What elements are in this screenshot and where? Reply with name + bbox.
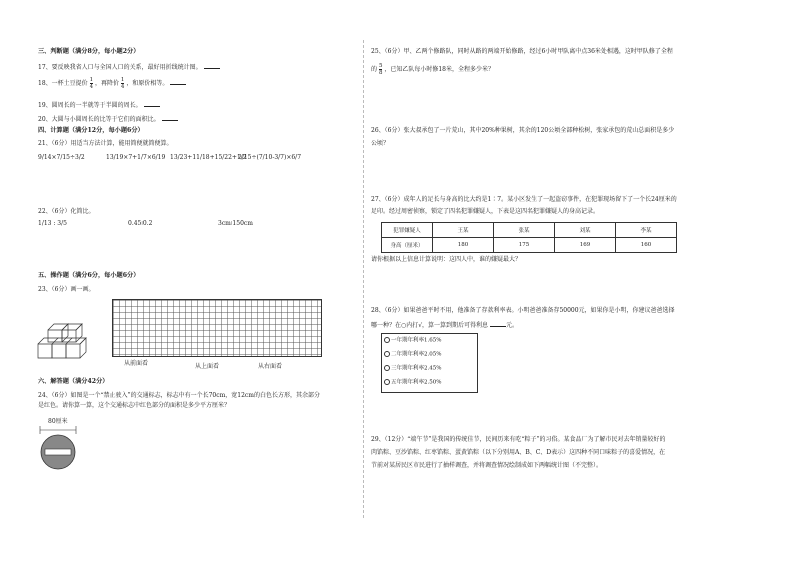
question-24-line2: 是红色。请你算一算，这个交通标志中红色部分的面积是多少平方厘米？ — [38, 402, 231, 409]
expression-3: 13/23+11/18+15/22+1/2 — [170, 154, 247, 161]
question-18: 18、一杯土豆提价 $\frac{1}{4}$ ，再降价 $\frac{1}{4}$ ，和原价相等。 — [38, 77, 186, 90]
answer-blank[interactable] — [204, 62, 220, 69]
section4-heading: 四、计算题（满分12分，每小题6分） — [38, 127, 144, 134]
view-front-label: 从前面看 — [124, 360, 149, 367]
ratio-2: 0.45∶0.2 — [128, 220, 153, 227]
question-23: 23、（6分）画一画。 — [38, 286, 95, 293]
suspect-height-table — [381, 222, 677, 253]
interest-blank[interactable] — [490, 320, 506, 327]
question-29-line3: 节前对某居民区市民进行了抽样调查，并将调查情况绘制成如下两幅统计图（不完整）。 — [371, 462, 603, 469]
column-divider — [363, 40, 364, 518]
view-right-label: 从右面看 — [258, 363, 283, 370]
option-2[interactable]: 二年期年利率2.05% — [384, 351, 441, 359]
question-28-line2: 哪一种？在○内打√，算一算到期后可得利息 元。 — [371, 322, 518, 329]
section3-heading: 三、判断题（满分8分，每小题2分） — [38, 48, 140, 55]
question-22: 22、（6分）化简比。 — [38, 208, 95, 215]
expression-2: 13/19×7+1/7×6/19 — [106, 154, 166, 161]
table-cell: 身高（厘米） — [382, 238, 433, 253]
question-25-line2: 的 $\frac{5}{8}$ ，已知乙队每小时修18米，全程多少米？ — [371, 63, 494, 76]
no-entry-sign-icon — [36, 420, 80, 470]
table-cell: 李某 — [616, 223, 677, 238]
fraction: $\frac{1}{4}$ — [120, 77, 125, 90]
drawing-grid[interactable] — [112, 299, 322, 357]
question-21: 21、（6分）用适当方法计算，能用简便就简便算。 — [38, 140, 173, 147]
view-top-label: 从上面看 — [195, 363, 220, 370]
ratio-1: 1/13 : 3/5 — [38, 220, 67, 227]
question-27-line3: 请你根据以上信息计算说明：这四人中，谁的嫌疑最大？ — [371, 256, 522, 263]
expression-1: 9/14×7/15÷3/2 — [38, 154, 85, 161]
question-19: 19、圆周长的一半就等于半圆的周长。 — [38, 100, 160, 110]
radio-circle-icon[interactable] — [384, 337, 390, 343]
table-row — [382, 223, 677, 238]
question-25-line1: 25、（6分）甲、乙两个修路队，同时从路的两端开始修路，经过6小时甲队离中点36米处相遇，这时甲队修了全程 — [371, 48, 673, 55]
question-29-line1: 29、（12分）“端午节”是我国的传统佳节，民间历来有吃“粽子”的习俗。某食品厂为了解市民对去年销量较好的 — [371, 436, 666, 443]
radio-circle-icon[interactable] — [384, 351, 390, 357]
section6-heading: 六、解答题（满分42分） — [38, 378, 109, 385]
radio-circle-icon[interactable] — [384, 365, 390, 371]
expression-4: 2/15÷(7/10-3/7)×6/7 — [238, 154, 302, 161]
table-cell: 169 — [555, 238, 616, 253]
table-cell: 刘某 — [555, 223, 616, 238]
cubes-figure — [36, 318, 102, 362]
sign-width-label: 80厘米 — [48, 418, 68, 425]
table-cell: 张某 — [494, 223, 555, 238]
question-26-line1: 26、（6分）张大叔承包了一片荒山，其中20%种果树，其余的120公顷全部种松树，张家承包的荒山总面积是多少 — [371, 127, 675, 134]
table-cell: 180 — [433, 238, 494, 253]
question-27-line1: 27、（6分）成年人的足长与身高的比大约是1∶7。某小区发生了一起盗窃事件，在犯罪现场留下了一个长24厘米的 — [371, 196, 677, 203]
table-row — [382, 238, 677, 253]
option-4[interactable]: 五年期年利率2.50% — [384, 379, 441, 387]
question-29-line2: 肉馅粽、豆沙馅粽、红枣馅粽、蛋黄馅粽（以下分别用A、B、C、D表示）这四种不同口味粽子的喜爱情况，在 — [371, 449, 666, 456]
interest-options-box — [381, 333, 478, 393]
fraction: $\frac{1}{4}$ — [89, 77, 94, 90]
section5-heading: 五、操作题（满分6分，每小题6分） — [38, 272, 140, 279]
question-20: 20、大圆与小圆周长的比等于它们的面积比。 — [38, 114, 178, 124]
question-17: 17、要反映我省人口与全国人口的关系，最好用折线统计图。 — [38, 62, 220, 72]
question-27-line2: 足印。经过周密侦察，锁定了四名犯罪嫌疑人，下表是这四名犯罪嫌疑人的身高记录。 — [371, 208, 600, 215]
answer-blank[interactable] — [162, 114, 178, 121]
question-26-line2: 公顷？ — [371, 140, 390, 147]
table-cell: 犯罪嫌疑人 — [382, 223, 433, 238]
question-28-line1: 28、（6分）如果爸爸平时不用，他准备了存款利率表。小明爸爸准备存50000元，如果你是小明，你建议爸爸选择 — [371, 307, 675, 314]
table-cell: 王某 — [433, 223, 494, 238]
ratio-3: 3cm∶150cm — [218, 220, 253, 227]
table-cell: 160 — [616, 238, 677, 253]
option-3[interactable]: 三年期年利率2.45% — [384, 365, 441, 373]
answer-blank[interactable] — [170, 78, 186, 85]
question-24-line1: 24、（6分）如图是一个“禁止驶入”的交通标志，标志中有一个长70cm，宽12cm的白色长方形，其余部分 — [38, 392, 320, 399]
radio-circle-icon[interactable] — [384, 379, 390, 385]
option-1[interactable]: 一年期年利率1.65% — [384, 337, 441, 345]
fraction: $\frac{5}{8}$ — [378, 63, 383, 76]
table-cell: 175 — [494, 238, 555, 253]
answer-blank[interactable] — [144, 100, 160, 107]
